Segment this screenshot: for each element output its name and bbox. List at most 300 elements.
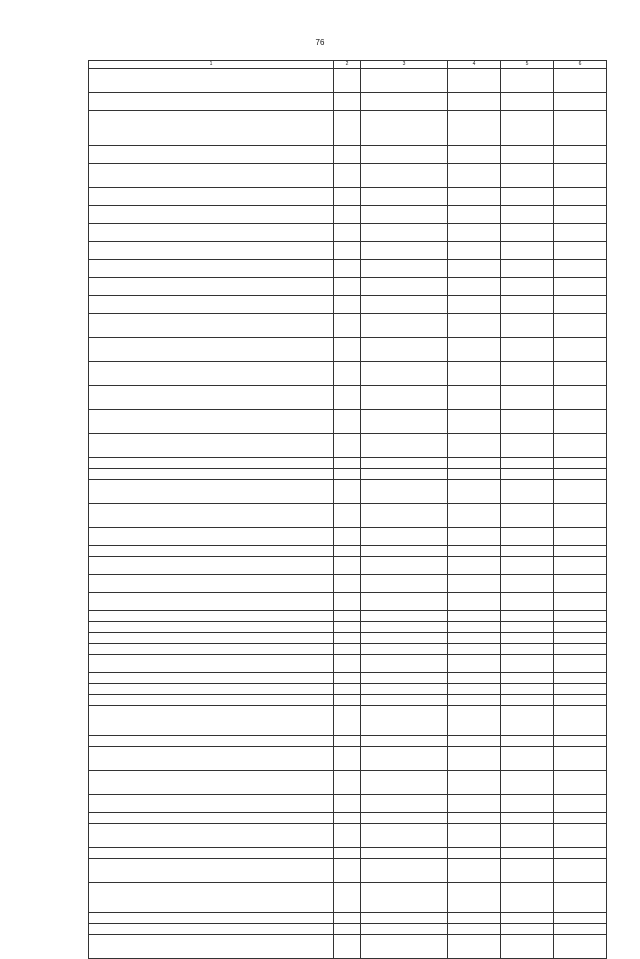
- table-row: [89, 242, 607, 260]
- row-description: [89, 69, 334, 93]
- row-budget-code: [361, 655, 448, 673]
- row-type-code: [334, 362, 361, 386]
- row-description: [89, 314, 334, 338]
- row-amount-col6: [554, 146, 607, 164]
- row-description: [89, 673, 334, 684]
- row-amount-col4: [448, 410, 501, 434]
- row-amount-col6: [554, 611, 607, 622]
- row-description: [89, 813, 334, 824]
- row-amount-col4: [448, 622, 501, 633]
- row-amount-col4: [448, 848, 501, 859]
- row-amount-col5: [501, 736, 554, 747]
- row-amount-col6: [554, 633, 607, 644]
- row-amount-col5: [501, 528, 554, 546]
- row-amount-col4: [448, 747, 501, 771]
- column-number-6: 6: [554, 61, 607, 69]
- row-amount-col4: [448, 386, 501, 410]
- row-description: [89, 706, 334, 736]
- budget-table-body: [89, 61, 607, 959]
- row-budget-code: [361, 883, 448, 913]
- row-amount-col4: [448, 260, 501, 278]
- table-row: [89, 813, 607, 824]
- row-budget-code: [361, 224, 448, 242]
- table-row: [89, 386, 607, 410]
- row-budget-code: [361, 824, 448, 848]
- table-row: [89, 224, 607, 242]
- table-row: [89, 469, 607, 480]
- table-row: [89, 546, 607, 557]
- row-amount-col4: [448, 188, 501, 206]
- row-type-code: [334, 278, 361, 296]
- row-description: [89, 296, 334, 314]
- column-number-1: 1: [89, 61, 334, 69]
- row-budget-code: [361, 747, 448, 771]
- row-description: [89, 684, 334, 695]
- row-budget-code: [361, 673, 448, 684]
- row-amount-col6: [554, 795, 607, 813]
- row-amount-col5: [501, 164, 554, 188]
- row-budget-code: [361, 528, 448, 546]
- row-type-code: [334, 575, 361, 593]
- row-type-code: [334, 695, 361, 706]
- row-type-code: [334, 111, 361, 146]
- row-amount-col5: [501, 557, 554, 575]
- row-amount-col6: [554, 684, 607, 695]
- row-type-code: [334, 528, 361, 546]
- row-budget-code: [361, 504, 448, 528]
- row-type-code: [334, 260, 361, 278]
- row-description: [89, 622, 334, 633]
- row-budget-code: [361, 260, 448, 278]
- row-budget-code: [361, 93, 448, 111]
- row-budget-code: [361, 69, 448, 93]
- row-amount-col4: [448, 206, 501, 224]
- table-row: [89, 188, 607, 206]
- row-type-code: [334, 684, 361, 695]
- row-amount-col4: [448, 611, 501, 622]
- row-budget-code: [361, 795, 448, 813]
- row-amount-col4: [448, 111, 501, 146]
- row-amount-col4: [448, 913, 501, 924]
- row-description: [89, 859, 334, 883]
- table-row: [89, 111, 607, 146]
- row-amount-col6: [554, 736, 607, 747]
- row-amount-col5: [501, 69, 554, 93]
- row-budget-code: [361, 458, 448, 469]
- row-budget-code: [361, 695, 448, 706]
- row-amount-col4: [448, 528, 501, 546]
- row-amount-col6: [554, 504, 607, 528]
- row-budget-code: [361, 633, 448, 644]
- row-type-code: [334, 859, 361, 883]
- row-description: [89, 644, 334, 655]
- row-amount-col6: [554, 747, 607, 771]
- row-amount-col4: [448, 655, 501, 673]
- row-amount-col6: [554, 824, 607, 848]
- row-budget-code: [361, 684, 448, 695]
- table-row: [89, 655, 607, 673]
- row-budget-code: [361, 410, 448, 434]
- row-description: [89, 458, 334, 469]
- row-amount-col6: [554, 557, 607, 575]
- column-number-4: 4: [448, 61, 501, 69]
- row-description: [89, 188, 334, 206]
- row-amount-col4: [448, 883, 501, 913]
- row-amount-col5: [501, 924, 554, 935]
- row-type-code: [334, 206, 361, 224]
- row-type-code: [334, 480, 361, 504]
- row-amount-col5: [501, 913, 554, 924]
- row-amount-col4: [448, 935, 501, 959]
- row-budget-code: [361, 206, 448, 224]
- row-amount-col6: [554, 935, 607, 959]
- row-amount-col5: [501, 824, 554, 848]
- row-description: [89, 593, 334, 611]
- row-amount-col4: [448, 771, 501, 795]
- row-amount-col5: [501, 859, 554, 883]
- row-amount-col4: [448, 69, 501, 93]
- row-budget-code: [361, 111, 448, 146]
- row-type-code: [334, 747, 361, 771]
- row-type-code: [334, 883, 361, 913]
- row-amount-col4: [448, 557, 501, 575]
- row-type-code: [334, 935, 361, 959]
- row-amount-col4: [448, 314, 501, 338]
- row-amount-col6: [554, 224, 607, 242]
- row-type-code: [334, 386, 361, 410]
- row-amount-col5: [501, 575, 554, 593]
- row-amount-col6: [554, 593, 607, 611]
- table-row: [89, 795, 607, 813]
- row-type-code: [334, 593, 361, 611]
- table-row: [89, 611, 607, 622]
- row-type-code: [334, 611, 361, 622]
- row-type-code: [334, 164, 361, 188]
- row-amount-col6: [554, 469, 607, 480]
- row-amount-col5: [501, 206, 554, 224]
- row-amount-col4: [448, 575, 501, 593]
- row-amount-col6: [554, 386, 607, 410]
- row-budget-code: [361, 557, 448, 575]
- table-row: [89, 684, 607, 695]
- row-description: [89, 633, 334, 644]
- row-amount-col6: [554, 314, 607, 338]
- table-row: [89, 260, 607, 278]
- row-type-code: [334, 655, 361, 673]
- row-amount-col5: [501, 695, 554, 706]
- row-description: [89, 469, 334, 480]
- row-budget-code: [361, 706, 448, 736]
- row-amount-col5: [501, 747, 554, 771]
- row-budget-code: [361, 480, 448, 504]
- row-amount-col5: [501, 224, 554, 242]
- row-amount-col5: [501, 296, 554, 314]
- column-number-row: [89, 61, 607, 69]
- row-amount-col4: [448, 924, 501, 935]
- row-type-code: [334, 546, 361, 557]
- table-row: [89, 434, 607, 458]
- row-amount-col5: [501, 314, 554, 338]
- table-row: [89, 747, 607, 771]
- row-budget-code: [361, 546, 448, 557]
- row-budget-code: [361, 188, 448, 206]
- row-type-code: [334, 224, 361, 242]
- row-amount-col5: [501, 883, 554, 913]
- row-type-code: [334, 314, 361, 338]
- row-amount-col6: [554, 913, 607, 924]
- row-amount-col4: [448, 93, 501, 111]
- row-type-code: [334, 813, 361, 824]
- row-budget-code: [361, 771, 448, 795]
- row-description: [89, 824, 334, 848]
- row-budget-code: [361, 859, 448, 883]
- row-budget-code: [361, 296, 448, 314]
- row-amount-col5: [501, 410, 554, 434]
- row-description: [89, 224, 334, 242]
- table-row: [89, 146, 607, 164]
- row-description: [89, 206, 334, 224]
- row-description: [89, 146, 334, 164]
- row-description: [89, 410, 334, 434]
- row-type-code: [334, 557, 361, 575]
- row-type-code: [334, 242, 361, 260]
- row-type-code: [334, 458, 361, 469]
- row-budget-code: [361, 164, 448, 188]
- row-type-code: [334, 69, 361, 93]
- row-description: [89, 924, 334, 935]
- table-row: [89, 673, 607, 684]
- row-amount-col6: [554, 673, 607, 684]
- table-row: [89, 362, 607, 386]
- row-budget-code: [361, 469, 448, 480]
- table-row: [89, 883, 607, 913]
- row-amount-col6: [554, 644, 607, 655]
- row-description: [89, 695, 334, 706]
- table-row: [89, 771, 607, 795]
- row-amount-col6: [554, 188, 607, 206]
- row-type-code: [334, 434, 361, 458]
- row-budget-code: [361, 913, 448, 924]
- row-budget-code: [361, 593, 448, 611]
- table-row: [89, 924, 607, 935]
- table-row: [89, 622, 607, 633]
- row-amount-col4: [448, 695, 501, 706]
- row-amount-col6: [554, 242, 607, 260]
- row-amount-col5: [501, 684, 554, 695]
- row-amount-col5: [501, 469, 554, 480]
- row-amount-col5: [501, 480, 554, 504]
- row-amount-col4: [448, 434, 501, 458]
- row-amount-col5: [501, 673, 554, 684]
- row-amount-col6: [554, 296, 607, 314]
- row-type-code: [334, 644, 361, 655]
- row-amount-col6: [554, 278, 607, 296]
- row-budget-code: [361, 924, 448, 935]
- row-description: [89, 848, 334, 859]
- row-description: [89, 480, 334, 504]
- row-amount-col4: [448, 362, 501, 386]
- table-row: [89, 848, 607, 859]
- row-amount-col5: [501, 644, 554, 655]
- row-amount-col5: [501, 546, 554, 557]
- row-amount-col6: [554, 111, 607, 146]
- column-number-5: 5: [501, 61, 554, 69]
- row-amount-col4: [448, 164, 501, 188]
- row-amount-col5: [501, 338, 554, 362]
- row-type-code: [334, 296, 361, 314]
- table-row: [89, 644, 607, 655]
- row-budget-code: [361, 622, 448, 633]
- row-amount-col6: [554, 813, 607, 824]
- row-amount-col6: [554, 546, 607, 557]
- row-amount-col6: [554, 528, 607, 546]
- row-amount-col6: [554, 362, 607, 386]
- row-amount-col5: [501, 611, 554, 622]
- row-description: [89, 362, 334, 386]
- table-row: [89, 410, 607, 434]
- row-amount-col5: [501, 188, 554, 206]
- table-row: [89, 338, 607, 362]
- column-number-3: 3: [361, 61, 448, 69]
- row-amount-col4: [448, 673, 501, 684]
- row-amount-col4: [448, 684, 501, 695]
- row-amount-col6: [554, 206, 607, 224]
- row-description: [89, 736, 334, 747]
- table-row: [89, 736, 607, 747]
- row-type-code: [334, 706, 361, 736]
- row-amount-col5: [501, 795, 554, 813]
- row-description: [89, 528, 334, 546]
- row-description: [89, 111, 334, 146]
- row-description: [89, 546, 334, 557]
- table-row: [89, 706, 607, 736]
- row-type-code: [334, 504, 361, 528]
- row-type-code: [334, 410, 361, 434]
- row-amount-col4: [448, 146, 501, 164]
- row-amount-col5: [501, 655, 554, 673]
- row-amount-col4: [448, 813, 501, 824]
- row-budget-code: [361, 575, 448, 593]
- row-type-code: [334, 188, 361, 206]
- row-type-code: [334, 848, 361, 859]
- row-amount-col4: [448, 706, 501, 736]
- row-budget-code: [361, 935, 448, 959]
- row-amount-col4: [448, 504, 501, 528]
- row-amount-col5: [501, 146, 554, 164]
- row-amount-col5: [501, 593, 554, 611]
- row-amount-col6: [554, 164, 607, 188]
- row-budget-code: [361, 338, 448, 362]
- row-amount-col5: [501, 935, 554, 959]
- row-amount-col6: [554, 706, 607, 736]
- row-description: [89, 260, 334, 278]
- row-amount-col6: [554, 260, 607, 278]
- row-description: [89, 557, 334, 575]
- row-amount-col4: [448, 278, 501, 296]
- row-amount-col6: [554, 575, 607, 593]
- column-number-2: 2: [334, 61, 361, 69]
- row-amount-col6: [554, 771, 607, 795]
- row-amount-col5: [501, 622, 554, 633]
- table-row: [89, 575, 607, 593]
- row-type-code: [334, 469, 361, 480]
- row-type-code: [334, 338, 361, 362]
- row-budget-code: [361, 434, 448, 458]
- row-amount-col4: [448, 593, 501, 611]
- row-type-code: [334, 736, 361, 747]
- table-row: [89, 593, 607, 611]
- row-description: [89, 655, 334, 673]
- row-description: [89, 771, 334, 795]
- row-type-code: [334, 146, 361, 164]
- row-amount-col4: [448, 824, 501, 848]
- row-amount-col6: [554, 338, 607, 362]
- row-amount-col6: [554, 924, 607, 935]
- table-row: [89, 164, 607, 188]
- table-row: [89, 695, 607, 706]
- table-row: [89, 314, 607, 338]
- table-row: [89, 278, 607, 296]
- row-amount-col4: [448, 795, 501, 813]
- table-row: [89, 859, 607, 883]
- row-amount-col6: [554, 458, 607, 469]
- row-amount-col5: [501, 111, 554, 146]
- row-budget-code: [361, 644, 448, 655]
- row-type-code: [334, 913, 361, 924]
- row-description: [89, 434, 334, 458]
- row-amount-col5: [501, 260, 554, 278]
- row-amount-col6: [554, 655, 607, 673]
- row-amount-col6: [554, 859, 607, 883]
- row-amount-col6: [554, 93, 607, 111]
- table-row: [89, 206, 607, 224]
- row-description: [89, 164, 334, 188]
- row-description: [89, 93, 334, 111]
- row-amount-col6: [554, 480, 607, 504]
- row-amount-col5: [501, 93, 554, 111]
- row-type-code: [334, 924, 361, 935]
- row-type-code: [334, 673, 361, 684]
- row-budget-code: [361, 278, 448, 296]
- table-row: [89, 935, 607, 959]
- row-description: [89, 504, 334, 528]
- row-amount-col4: [448, 546, 501, 557]
- row-description: [89, 913, 334, 924]
- row-amount-col6: [554, 695, 607, 706]
- row-description: [89, 242, 334, 260]
- table-row: [89, 913, 607, 924]
- row-budget-code: [361, 736, 448, 747]
- row-budget-code: [361, 848, 448, 859]
- row-budget-code: [361, 146, 448, 164]
- table-row: [89, 458, 607, 469]
- row-amount-col6: [554, 434, 607, 458]
- row-amount-col5: [501, 771, 554, 795]
- table-row: [89, 504, 607, 528]
- row-amount-col4: [448, 458, 501, 469]
- table-row: [89, 824, 607, 848]
- row-budget-code: [361, 242, 448, 260]
- row-amount-col4: [448, 633, 501, 644]
- row-amount-col6: [554, 69, 607, 93]
- row-amount-col5: [501, 278, 554, 296]
- row-amount-col6: [554, 848, 607, 859]
- row-budget-code: [361, 314, 448, 338]
- row-budget-code: [361, 813, 448, 824]
- row-budget-code: [361, 386, 448, 410]
- row-type-code: [334, 795, 361, 813]
- row-amount-col6: [554, 883, 607, 913]
